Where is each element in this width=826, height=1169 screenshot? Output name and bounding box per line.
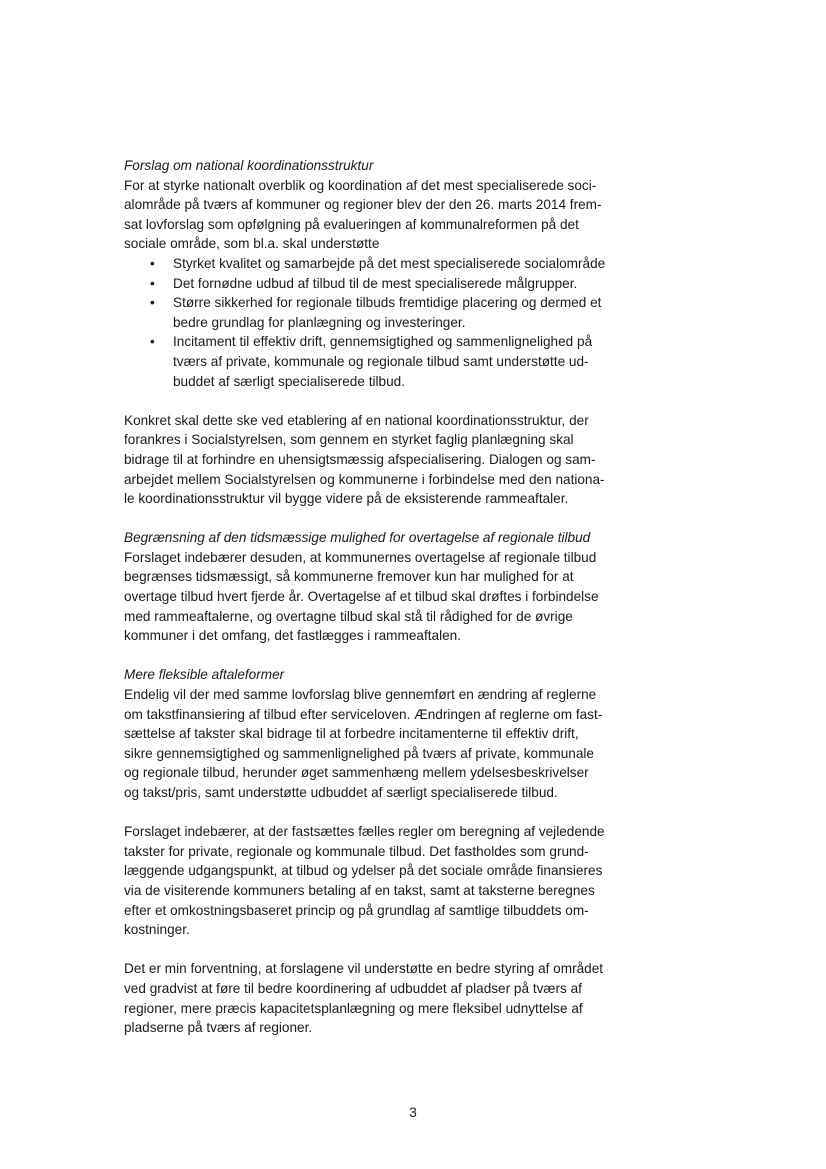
text-line: sat lovforslag som opfølgning på evalueringen af kommunalreformen på det — [124, 216, 579, 232]
text-line: begrænses tidsmæssigt, så kommunerne fremover kun har mulighed for at — [124, 569, 574, 585]
text-line: efter et omkostningsbaseret princip og på grundlag af samtlige tilbuddets om- — [124, 902, 589, 918]
text-line: Forslaget indebærer, at der fastsættes fælles regler om beregning af vejledende — [124, 824, 605, 840]
paragraph-konkret — [124, 411, 629, 509]
text-line: om takstfinansiering af tilbud efter serviceloven. Ændringen af reglerne om fast- — [124, 706, 603, 722]
text-line: bedre grundlag for planlægning og investeringer. — [173, 314, 466, 330]
text-line: Det er min forventning, at forslagene vil understøtte en bedre styring af området — [124, 961, 604, 977]
bullet-list — [124, 254, 629, 391]
text-line: arbejdet mellem Socialstyrelsen og kommunerne i forbindelse med den nationa- — [124, 471, 605, 487]
text-line: regioner, mere præcis kapacitetsplanlægning og mere fleksibel udnyttelse af — [124, 1000, 583, 1016]
text-line: og regionale tilbud, herunder øget sammenhæng mellem ydelsesbeskrivelser — [124, 765, 589, 781]
list-item — [124, 293, 629, 332]
bullet-glyph: • — [150, 295, 155, 311]
text-line: For at styrke nationalt overblik og koordination af det mest specialiserede soci- — [124, 177, 597, 193]
paragraph-spacer — [124, 646, 629, 666]
text-line: buddet af særligt specialiserede tilbud. — [173, 373, 405, 389]
text-line: sikre gennemsigtighed og sammenlignelighed på tværs af private, kommunale — [124, 745, 594, 761]
paragraph-spacer — [124, 803, 629, 823]
text-line: Styrket kvalitet og samarbejde på det mest specialiserede socialområde — [173, 255, 606, 271]
text-line: bidrage til at forhindre en uhensigtsmæssig afspecialisering. Dialogen og sam- — [124, 451, 596, 467]
text-line: sættelse af takster skal bidrage til at forbedre incitamenterne til effektiv drift, — [124, 726, 579, 742]
paragraph-forventning — [124, 959, 629, 1037]
text-line: tværs af private, kommunale og regionale tilbud samt understøtte ud- — [173, 353, 589, 369]
paragraph-aftaleformer — [124, 685, 629, 803]
page-content — [124, 156, 629, 1038]
text-line: alområde på tværs af kommuner og regioner blev der den 26. marts 2014 frem- — [124, 197, 602, 213]
paragraph-spacer — [124, 940, 629, 960]
text-line: via de visiterende kommuners betaling af en takst, samt at taksterne beregnes — [124, 882, 595, 898]
bullet-glyph: • — [150, 275, 155, 291]
paragraph-spacer — [124, 391, 629, 411]
bullet-glyph: • — [150, 334, 155, 350]
text-line: ved gradvist at føre til bedre koordinering af udbuddet af pladser på tværs af — [124, 980, 582, 996]
text-line: Konkret skal dette ske ved etablering af en national koordinationsstruktur, der — [124, 412, 589, 428]
text-line: overtage tilbud hvert fjerde år. Overtagelse af et tilbud skal drøftes i forbindelse — [124, 589, 599, 605]
text-line: le koordinationsstruktur vil bygge videre på de eksisterende rammeaftaler. — [124, 491, 569, 507]
list-item — [124, 254, 629, 274]
text-line: pladserne på tværs af regioner. — [124, 1020, 313, 1036]
bullet-glyph: • — [150, 255, 155, 271]
text-line: takster for private, regionale og kommunale tilbud. Det fastholdes som grund- — [124, 843, 589, 859]
section-heading-begraensning: Begrænsning af den tidsmæssige mulighed for overtagelse af regionale tilbud — [124, 530, 591, 546]
paragraph-spacer — [124, 509, 629, 529]
text-line: med rammeaftalerne, og overtagne tilbud skal stå til rådighed for de øvrige — [124, 608, 573, 624]
section-heading-aftaleformer: Mere fleksible aftaleformer — [124, 667, 285, 683]
page-number: 3 — [409, 1105, 417, 1120]
text-line: læggende udgangspunkt, at tilbud og ydelser på det sociale område finansieres — [124, 863, 603, 879]
text-line: sociale område, som bl.a. skal understøtte — [124, 236, 380, 252]
text-line: Incitament til effektiv drift, gennemsigtighed og sammenlignelighed på — [173, 334, 593, 350]
text-line: Forslaget indebærer desuden, at kommunernes overtagelse af regionale tilbud — [124, 549, 597, 565]
text-line: kommuner i det omfang, det fastlægges i rammeaftalen. — [124, 628, 461, 644]
text-line: forankres i Socialstyrelsen, som gennem en styrket faglig planlægning skal — [124, 432, 574, 448]
paragraph-intro — [124, 176, 629, 254]
list-item — [124, 274, 629, 294]
text-line: og takst/pris, samt understøtte udbuddet af særligt specialiserede tilbud. — [124, 785, 558, 800]
paragraph-begraensning — [124, 548, 629, 646]
paragraph-takster — [124, 822, 629, 940]
text-line: kostninger. — [124, 922, 190, 938]
list-item — [124, 332, 629, 391]
text-line: Endelig vil der med samme lovforslag blive gennemført en ændring af reglerne — [124, 687, 597, 703]
text-line: Større sikkerhed for regionale tilbuds fremtidige placering og dermed et — [173, 295, 602, 311]
section-heading-koordinationsstruktur: Forslag om national koordinationsstruktur — [124, 158, 374, 173]
text-line: Det fornødne udbud af tilbud til de mest specialiserede målgrupper. — [173, 275, 578, 291]
